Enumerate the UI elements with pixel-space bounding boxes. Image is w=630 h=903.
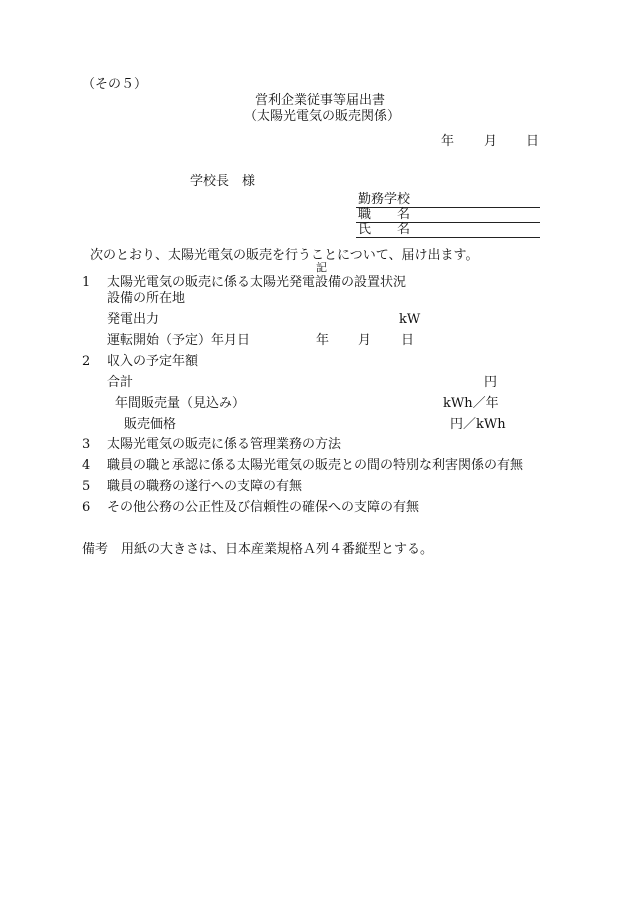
item-text: 太陽光電気の販売に係る管理業務の方法 [107, 437, 342, 452]
sale-price-label: 販売価格 [124, 417, 177, 432]
operation-start-label: 運転開始（予定）年月日 [107, 333, 251, 348]
total-label: 合計 [107, 375, 134, 390]
date-day: 日 [526, 134, 540, 149]
remarks-note: 備考 用紙の大きさは、日本産業規格Ａ列４番縦型とする。 [82, 542, 434, 557]
item-text: 職員の職と承認に係る太陽光電気の販売との間の特別な利害関係の有無 [107, 458, 524, 473]
item-number: 2 [82, 354, 91, 369]
ki-heading: 記 [316, 261, 327, 274]
annual-volume-unit: kWh／年 [443, 396, 499, 411]
item-number: 5 [82, 479, 91, 494]
date-year: 年 [441, 134, 455, 149]
sale-price-unit: 円／kWh [450, 417, 506, 432]
school-label: 勤務学校 [358, 192, 411, 207]
item-text: 収入の予定年額 [107, 354, 199, 369]
generation-output-label: 発電出力 [107, 312, 160, 327]
date-month: 月 [484, 134, 498, 149]
addressee: 学校長 様 [190, 174, 256, 189]
form-title: 営利企業従事等届出書 [255, 93, 386, 108]
generation-output-unit: kW [399, 312, 421, 327]
item-text: 職員の職務の遂行への支障の有無 [107, 479, 303, 494]
operation-start-year: 年 [316, 333, 330, 348]
item-number: 1 [82, 275, 91, 290]
equipment-location-label: 設備の所在地 [107, 291, 186, 306]
item-text: その他公務の公正性及び信頼性の確保への支障の有無 [107, 500, 420, 515]
name-underline [356, 237, 540, 238]
intro-text: 次のとおり、太陽光電気の販売を行うことについて、届け出ます。 [90, 248, 479, 263]
total-unit: 円 [484, 375, 498, 390]
operation-start-day: 日 [401, 333, 415, 348]
annual-volume-label: 年間販売量（見込み） [115, 396, 246, 411]
item-number: 3 [82, 437, 91, 452]
item-text: 太陽光電気の販売に係る太陽光発電設備の設置状況 [107, 275, 407, 290]
item-number: 6 [82, 500, 91, 515]
item-number: 4 [82, 458, 91, 473]
operation-start-month: 月 [358, 333, 372, 348]
form-subtitle: （太陽光電気の販売関係） [244, 109, 401, 124]
position-label: 職 名 [358, 207, 411, 222]
section-number: （その５） [82, 77, 148, 92]
name-label: 氏 名 [358, 222, 411, 237]
